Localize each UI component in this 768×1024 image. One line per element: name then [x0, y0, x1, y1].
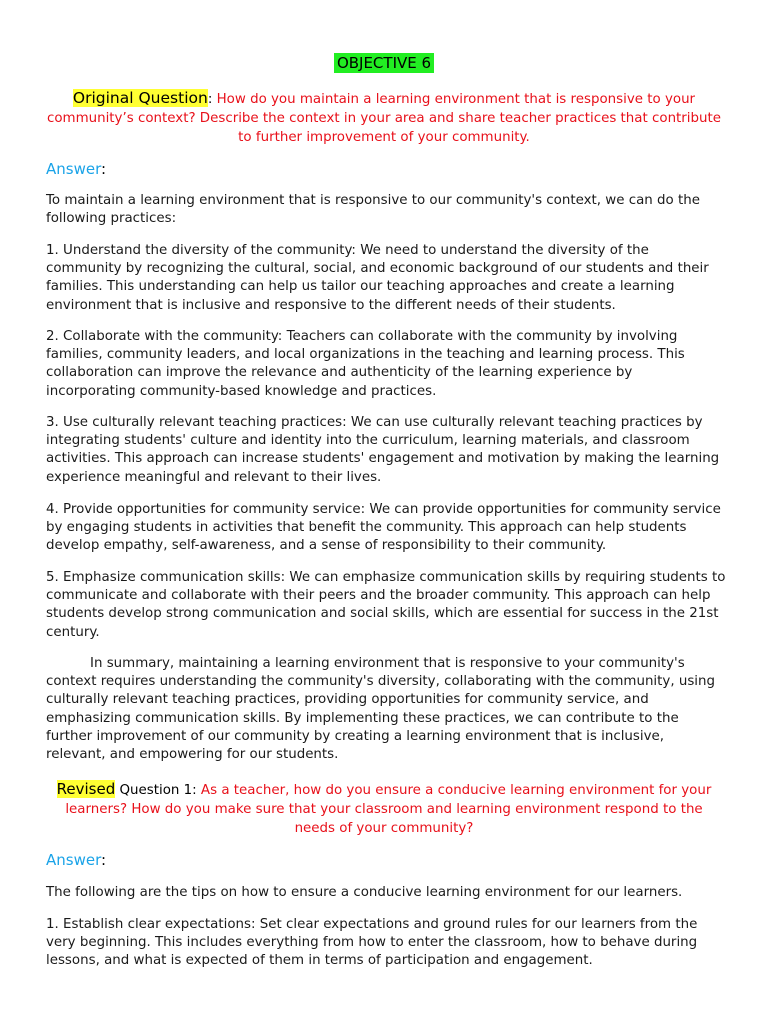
answer1-point-1: 1. Understand the diversity of the community: We need to understand the diversity of the community by recognizing the cultural, social, and economic background of our students and their families. This understanding can help us tailor our teaching approaches and create a learning environment that is inclusive and responsive to the different needs of their students.	[46, 243, 709, 313]
original-question-text: How do you maintain a learning environment that is responsive to your community’s context? Describe the context in your area and share teacher practices that contribute to further improvement of your community.	[46, 92, 722, 145]
answer1-point-4: 4. Provide opportunities for community service: We can provide opportunities for community service by engaging students in activities that benefit the community. This approach can help students develop empathy, self-awareness, and a sense of responsibility to their community.	[46, 502, 721, 554]
original-question	[46, 89, 722, 147]
revised-question	[46, 780, 722, 838]
revised-question-label-rest: Question 1	[115, 783, 193, 798]
answer1-point-3: 3. Use culturally relevant teaching practices: We can use culturally relevant teaching practices by integrating students' culture and identity into the curriculum, learning materials, and classroom activities. This approach can increase students' engagement and motivation by making the learning experience meaningful and relevant to their lives.	[46, 415, 720, 485]
answer-label-2: Answer	[46, 851, 101, 869]
answer2-intro: The following are the tips on how to ensure a conducive learning environment for our learners.	[46, 885, 683, 900]
revised-question-text: As a teacher, how do you ensure a conducive learning environment for your learners? How do you make sure that your classroom and learning environment respond to the needs of your community?	[65, 783, 712, 836]
answer-heading-2	[46, 850, 106, 870]
answer-label-1: Answer	[46, 160, 101, 178]
answer1-intro: To maintain a learning environment that is responsive to our community's context, we can do the following practices:	[46, 193, 700, 227]
objective-title: OBJECTIVE 6	[334, 53, 434, 73]
original-question-label: Original Question	[72, 89, 208, 107]
answer-colon-1: :	[100, 160, 107, 178]
objective-title-wrap	[0, 53, 768, 73]
answer1-point-5: 5. Emphasize communication skills: We can emphasize communication skills by requiring students to communicate and collaborate with their peers and the broader community. This approach can help students develop strong communication and social skills, which are essential for success in the 21st century.	[46, 570, 726, 640]
answer-heading-1	[46, 159, 106, 179]
original-question-colon: :	[207, 92, 213, 107]
answer-colon-2: :	[100, 851, 107, 869]
revised-question-label-highlight: Revised	[56, 780, 116, 798]
answer2-point-1: 1. Establish clear expectations: Set clear expectations and ground rules for our learners from the very beginning. This includes everything from how to enter the classroom, how to behave during lessons, and what is expected of them in terms of participation and engagement.	[46, 917, 698, 969]
answer1-point-2: 2. Collaborate with the community: Teachers can collaborate with the community by involving families, community leaders, and local organizations in the teaching and learning process. This collaboration can improve the relevance and authenticity of the learning experience by incorporating community-based knowledge and practices.	[46, 329, 685, 399]
revised-question-colon: :	[192, 783, 197, 798]
answer1-summary: In summary, maintaining a learning environment that is responsive to your community's context requires understanding the community's diversity, collaborating with the community, using culturally relevant teaching practices, providing opportunities for community service, and emphasizing communication skills. By implementing these practices, we can contribute to the further improvement of our community by creating a learning environment that is inclusive, relevant, and empowering for our students.	[46, 656, 716, 763]
